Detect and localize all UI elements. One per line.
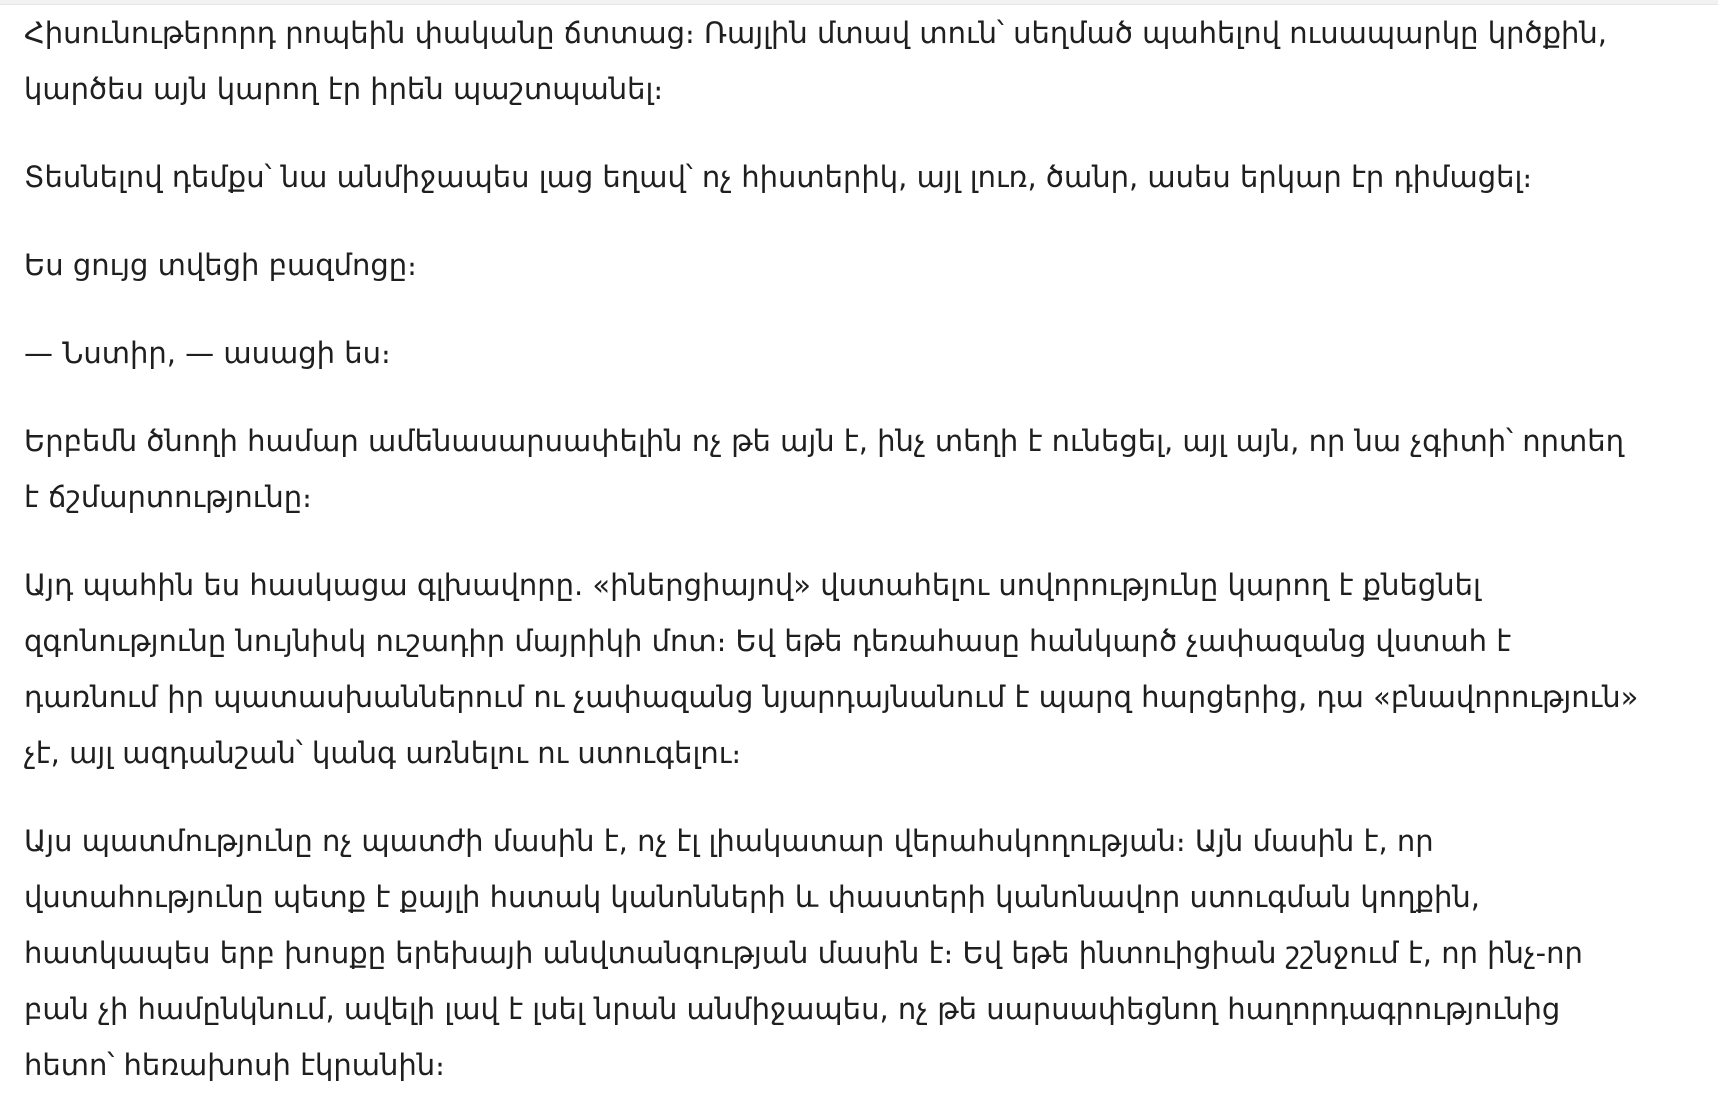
paragraph-5: Երբեմն ծնողի համար ամենասարսափելին ոչ թե այն է, ինչ տեղի է ունեցել, այլ այն, որ նա չգիտի՝ որտեղ է ճշմարտությունը։ xyxy=(24,424,1625,514)
paragraph-4: — Նստիր, — ասացի ես։ xyxy=(24,336,391,370)
paragraph-7: Այս պատմությունը ոչ պատժի մասին է, ոչ էլ լիակատար վերահսկողության։ Այն մասին է, որ վստահությունը պետք է քայլի հստակ կանոնների և փաստերի կանոնավոր ստուգման կողքին, հատկապես երբ խոսքը երեխայի անվտանգության մասին է։ Եվ եթե ինտուիցիան շշնջում է, որ ինչ-որ բան չի համընկնում, ավելի լավ է լսել նրան անմիջապես, ոչ թե սարսափեցնող հաղորդագրությունից հետո՝ հեռախոսի էկրանին։ xyxy=(24,824,1583,1082)
article-body xyxy=(24,5,1644,1093)
paragraph-1: Հիսունութերորդ րոպեին փականը ճտտաց։ Ռայլին մտավ տուն՝ սեղմած պահելով ուսապարկը կրծքին, կարծես այն կարող էր իրեն պաշտպանել։ xyxy=(24,16,1607,106)
paragraph-6: Այդ պահին ես հասկացա գլխավորը. «իներցիայով» վստահելու սովորությունը կարող է քնեցնել զգոնությունը նույնիսկ ուշադիր մայրիկի մոտ։ Եվ եթե դեռահասը հանկարծ չափազանց վստահ է դառնում իր պատասխաններում ու չափազանց նյարդայնանում է պարզ հարցերից, դա «բնավորություն» չէ, այլ ազդանշան՝ կանգ առնելու ու ստուգելու։ xyxy=(24,568,1639,770)
paragraph-2: Տեսնելով դեմքս՝ նա անմիջապես լաց եղավ՝ ոչ հիստերիկ, այլ լուռ, ծանր, ասես երկար էր դիմացել։ xyxy=(24,160,1533,194)
paragraph-3: Ես ցույց տվեցի բազմոցը։ xyxy=(24,248,417,282)
